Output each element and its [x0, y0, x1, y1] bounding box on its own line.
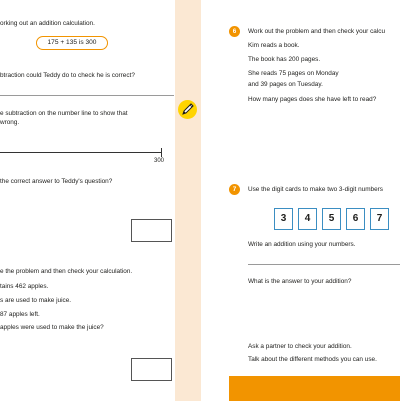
q6-line-2: Kim reads a book.: [248, 42, 300, 49]
q7-line-1: Use the digit cards to make two 3-digit numbers: [248, 186, 383, 193]
number-line-instruction-1: e subtraction on the number line to show that: [0, 110, 128, 117]
problem-line-4: 87 apples left.: [0, 311, 40, 318]
q7-line-3: What is the answer to your addition?: [248, 278, 352, 285]
q6-line-4: She reads 75 pages on Monday: [248, 70, 339, 77]
digit-card[interactable]: 4: [298, 208, 317, 230]
q6-line-1: Work out the problem and then check your calcu: [248, 28, 385, 35]
correct-answer-question: the correct answer to Teddy's question?: [0, 178, 113, 185]
problem-line-2: tains 462 apples.: [0, 283, 49, 290]
right-page: [201, 0, 400, 401]
problem-line-5: apples were used to make the juice?: [0, 324, 104, 331]
intro-text: orking out an addition calculation.: [0, 20, 95, 27]
number-line-instruction-2: wrong.: [0, 119, 20, 126]
problem-line-3: s are used to make juice.: [0, 297, 72, 304]
writing-line: [0, 95, 174, 96]
q6-line-3: The book has 200 pages.: [248, 56, 321, 63]
q7-line-4: Ask a partner to check your addition.: [248, 343, 352, 350]
pencil-icon: [178, 100, 197, 119]
answer-box[interactable]: [131, 219, 172, 242]
speech-bubble: 175 + 135 is 300: [36, 36, 108, 50]
digit-card[interactable]: 6: [346, 208, 365, 230]
digit-card[interactable]: 3: [274, 208, 293, 230]
number-line: [0, 152, 162, 153]
footer-bar: [229, 376, 400, 401]
subtraction-question: btraction could Teddy do to check he is correct?: [0, 72, 135, 79]
q6-line-5: and 39 pages on Tuesday.: [248, 81, 323, 88]
q7-line-5: Talk about the different methods you can use.: [248, 356, 377, 363]
question-number-6: 6: [229, 26, 240, 37]
answer-box[interactable]: [131, 358, 172, 381]
page-gutter: [175, 0, 201, 401]
digit-card[interactable]: 5: [322, 208, 341, 230]
q7-line-2: Write an addition using your numbers.: [248, 241, 356, 248]
number-line-end-tick: [161, 148, 162, 157]
problem-line-1: e the problem and then check your calculation.: [0, 268, 133, 275]
q6-line-6: How many pages does she have left to read?: [248, 96, 377, 103]
number-line-end-label: 300: [154, 158, 165, 164]
writing-line: [248, 264, 400, 265]
question-number-7: 7: [229, 184, 240, 195]
digit-card[interactable]: 7: [370, 208, 389, 230]
left-page: [0, 0, 175, 401]
